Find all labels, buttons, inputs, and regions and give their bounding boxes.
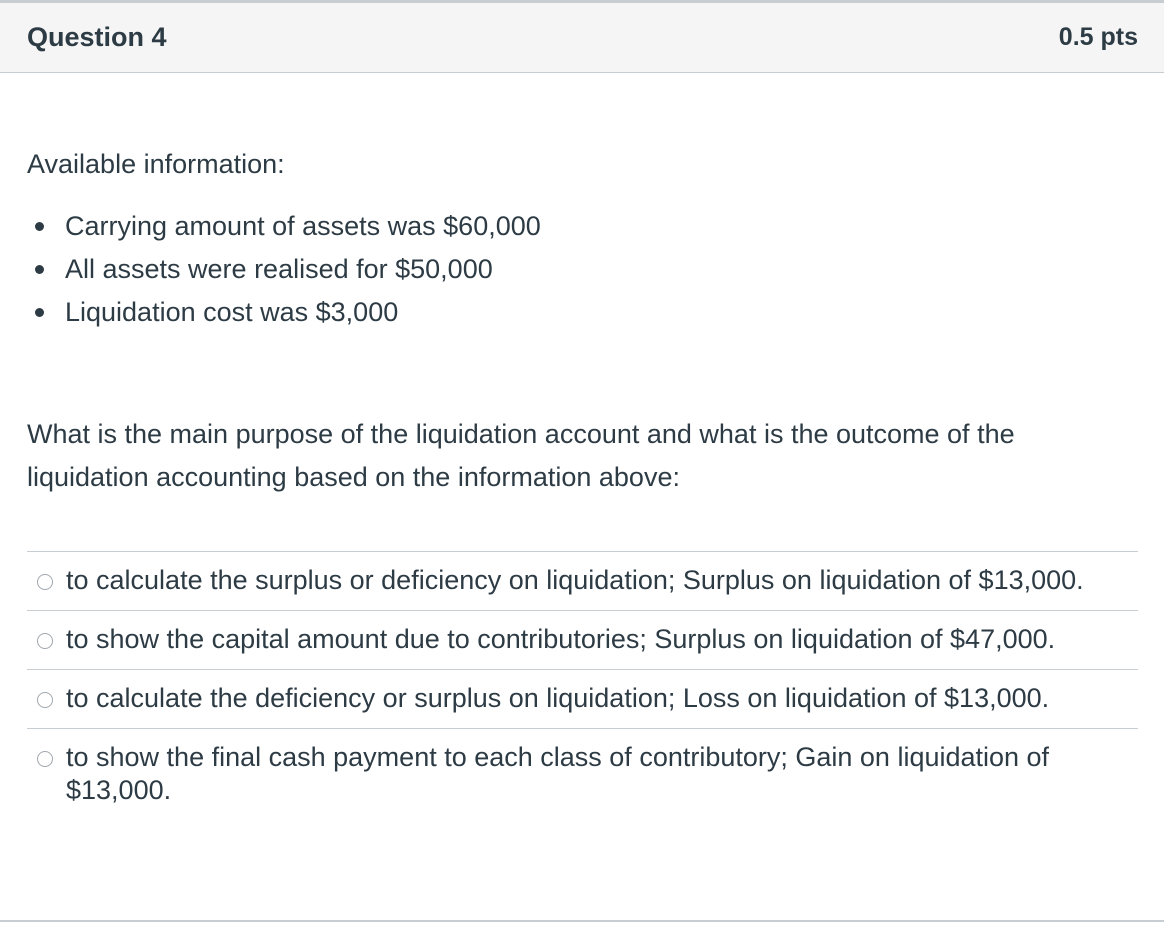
intro-text: Available information: — [27, 149, 285, 179]
bullet-icon — [35, 308, 44, 317]
bullet-icon — [35, 265, 44, 274]
answer-list — [27, 551, 1138, 820]
radio-button[interactable] — [37, 692, 53, 708]
answer-label[interactable]: to calculate the deficiency or surplus on liquidation; Loss on liquidation of $13,000. — [66, 683, 1050, 713]
question-points: 0.5 pts — [1058, 23, 1138, 51]
question-header — [0, 3, 1164, 73]
info-list-item-text: All assets were realised for $50,000 — [65, 254, 493, 284]
answer-option-2[interactable] — [27, 611, 1138, 670]
answer-option-1[interactable] — [27, 552, 1138, 611]
radio-button[interactable] — [37, 751, 53, 767]
info-list-item — [27, 248, 1138, 291]
answer-label[interactable]: to show the capital amount due to contributories; Surplus on liquidation of $47,000. — [66, 624, 1056, 654]
info-list — [27, 205, 1138, 334]
answer-option-3[interactable] — [27, 670, 1138, 729]
answer-label[interactable]: to show the final cash payment to each class of contributory; Gain on liquidation of $13,000. — [66, 742, 1050, 805]
radio-button[interactable] — [37, 633, 53, 649]
info-list-item — [27, 291, 1138, 334]
bullet-icon — [35, 222, 44, 231]
radio-button[interactable] — [37, 574, 53, 590]
answer-label[interactable]: to calculate the surplus or deficiency on liquidation; Surplus on liquidation of $13,000. — [66, 565, 1084, 595]
info-list-item — [27, 205, 1138, 248]
answer-option-4[interactable] — [27, 729, 1138, 820]
question-text: What is the main purpose of the liquidation account and what is the outcome of the liquidation accounting based on the information above: — [27, 419, 1015, 492]
question-title: Question 4 — [27, 22, 167, 52]
info-list-item-text: Carrying amount of assets was $60,000 — [65, 211, 541, 241]
info-list-item-text: Liquidation cost was $3,000 — [65, 297, 399, 327]
question-body — [0, 147, 1164, 820]
